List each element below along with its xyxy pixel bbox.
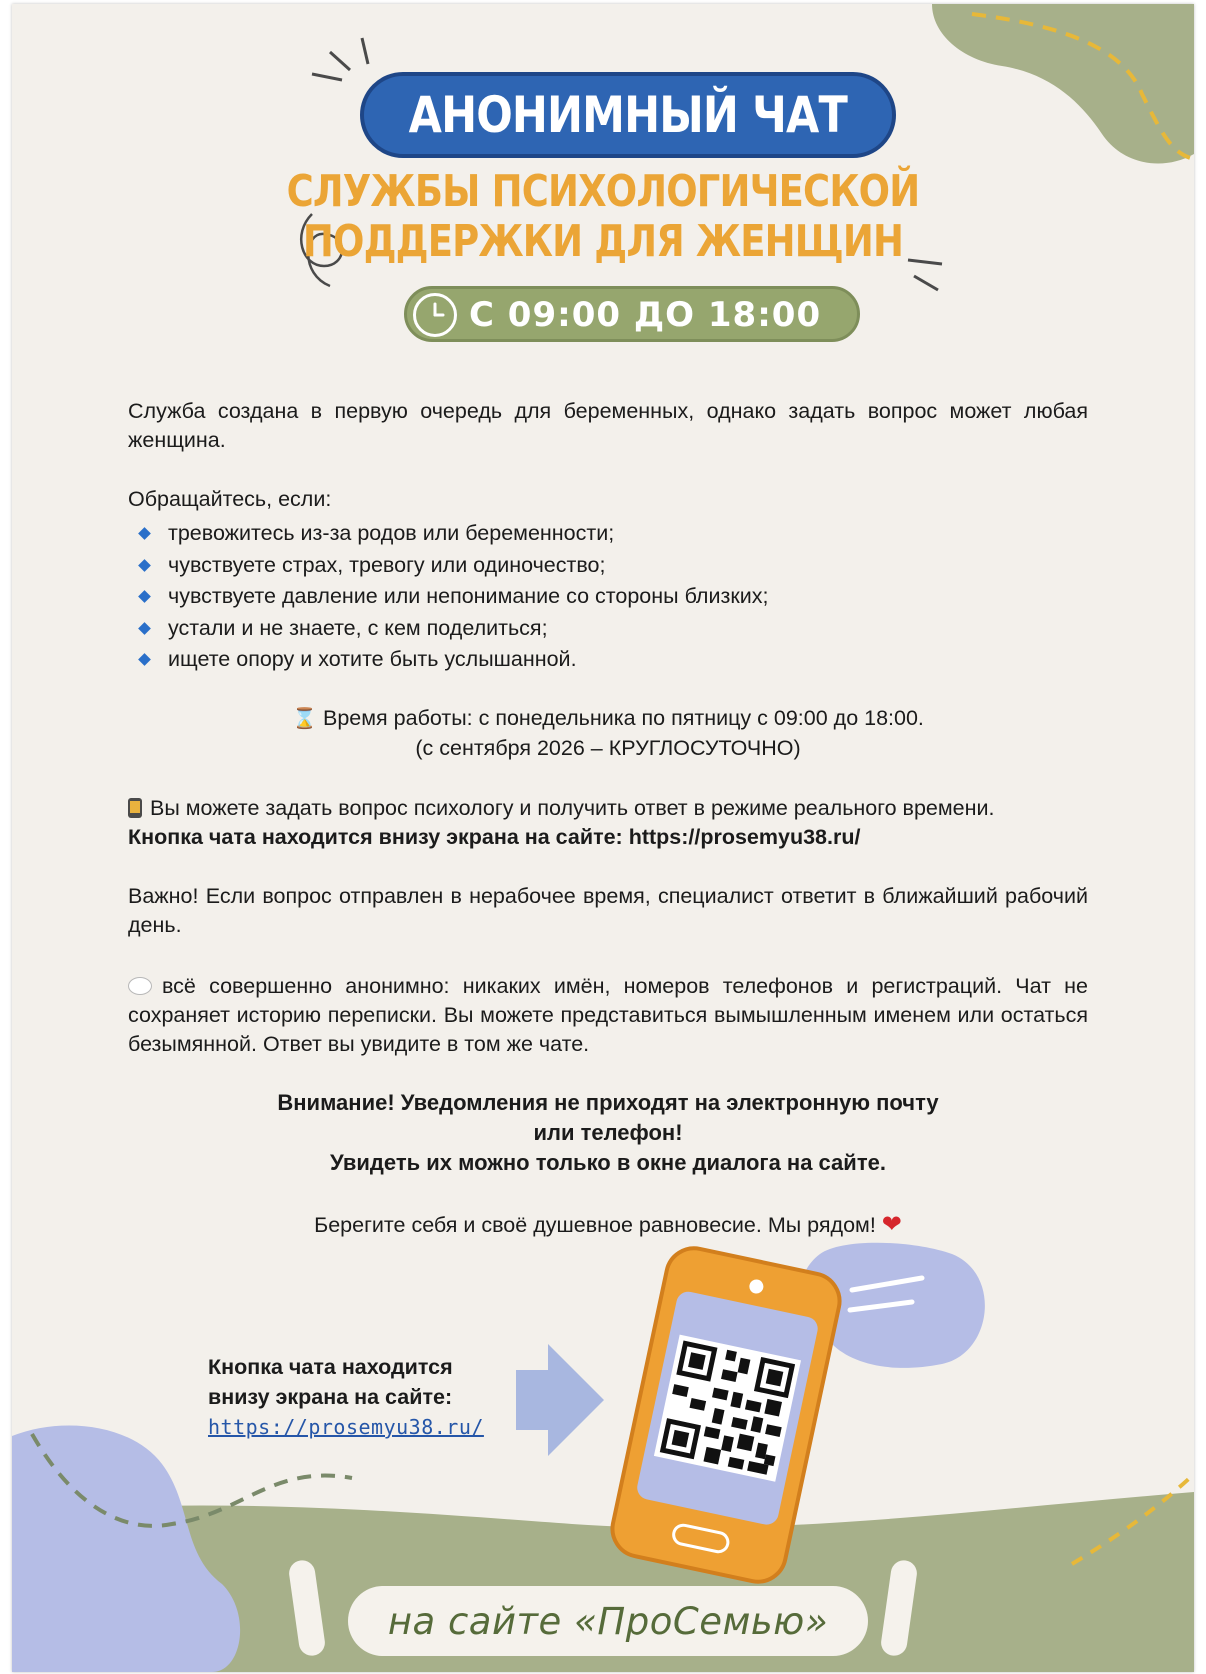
- phone-home-button: [670, 1522, 731, 1556]
- footer-text: на сайте «ПроСемью»: [387, 1599, 829, 1643]
- chat-info-section: [128, 794, 1088, 852]
- schedule-line-2: (с сентября 2026 – КРУГЛОСУТОЧНО): [415, 736, 801, 760]
- cta-block: [208, 1352, 508, 1442]
- contact-if-lead: Обращайтесь, если:: [128, 487, 332, 511]
- subtitle-line-2: ПОДДЕРЖКИ ДЛЯ ЖЕНЩИН: [302, 216, 904, 267]
- list-item: устали и не знаете, с кем поделиться;: [128, 613, 1088, 645]
- footer-badge: [348, 1586, 868, 1656]
- title-badge: [360, 72, 896, 158]
- attention-line-3: Увидеть их можно только в окне диалога на сайте.: [330, 1150, 886, 1175]
- contact-if-section: [128, 485, 1088, 676]
- arrow-right-shape: [516, 1344, 604, 1456]
- cta-line-1: Кнопка чата находится: [208, 1355, 453, 1379]
- page-title: АНОНИМНЫЙ ЧАТ: [408, 86, 848, 144]
- cta-line-2: внизу экрана на сайте:: [208, 1385, 453, 1409]
- attention-line-2: или телефон!: [533, 1120, 683, 1145]
- list-item: ищете опору и хотите быть услышанной.: [128, 644, 1088, 676]
- diamond-bullet-icon: [138, 622, 151, 635]
- attention-section: [128, 1088, 1088, 1178]
- contact-if-list: [128, 518, 1088, 676]
- attention-line-1: Внимание! Уведомления не приходят на электронную почту: [277, 1090, 939, 1115]
- schedule-section: [128, 704, 1088, 763]
- qr-code[interactable]: [654, 1335, 801, 1482]
- flyer-page: [12, 4, 1194, 1672]
- mobile-phone-icon: [128, 798, 142, 818]
- list-item: тревожитесь из-за родов или беременности;: [128, 518, 1088, 550]
- diamond-bullet-icon: [138, 653, 151, 666]
- hours-badge: [404, 286, 860, 342]
- anonymity-paragraph: всё совершенно анонимно: никаких имён, номеров телефонов и регистраций. Чат не сохраняет историю переписки. Вы можете представиться вымышленным именем или остаться безымянной. Ответ вы увидите в том же чате.: [128, 974, 1088, 1056]
- phone-screen: [635, 1289, 820, 1526]
- list-item: чувствуете давление или непонимание со стороны близких;: [128, 581, 1088, 613]
- schedule-line-1: ⌛ Время работы: с понедельника по пятницу с 09:00 до 18:00.: [128, 704, 1088, 734]
- heart-icon: ❤: [881, 1211, 902, 1238]
- subtitle-line-1: СЛУЖБЫ ПСИХОЛОГИЧЕСКОЙ: [286, 166, 920, 217]
- clock-icon: [413, 293, 457, 337]
- hourglass-icon: ⌛: [292, 708, 317, 730]
- hours-text: С 09:00 ДО 18:00: [469, 295, 822, 335]
- diamond-bullet-icon: [138, 590, 151, 603]
- speech-bubble-icon: [128, 977, 152, 995]
- chat-info-line-2: Кнопка чата находится внизу экрана на сайте: https://prosemyu38.ru/: [128, 825, 861, 849]
- intro-paragraph: Служба создана в первую очередь для беременных, однако задать вопрос может любая женщина.: [128, 399, 1088, 452]
- closing-line: Берегите себя и своё душевное равновесие. Мы рядом! ❤: [314, 1211, 902, 1238]
- important-paragraph: Важно! Если вопрос отправлен в нерабочее время, специалист ответит в ближайший рабочий день.: [128, 884, 1088, 937]
- diamond-bullet-icon: [138, 559, 151, 572]
- diamond-bullet-icon: [138, 527, 151, 540]
- list-item: чувствуете страх, тревогу или одиночество;: [128, 550, 1088, 582]
- site-link[interactable]: https://prosemyu38.ru/: [208, 1415, 484, 1439]
- top-right-blob: [932, 4, 1194, 164]
- chat-info-line-1: Вы можете задать вопрос психологу и получить ответ в режиме реального времени.: [128, 794, 1088, 823]
- phone-camera: [748, 1278, 765, 1295]
